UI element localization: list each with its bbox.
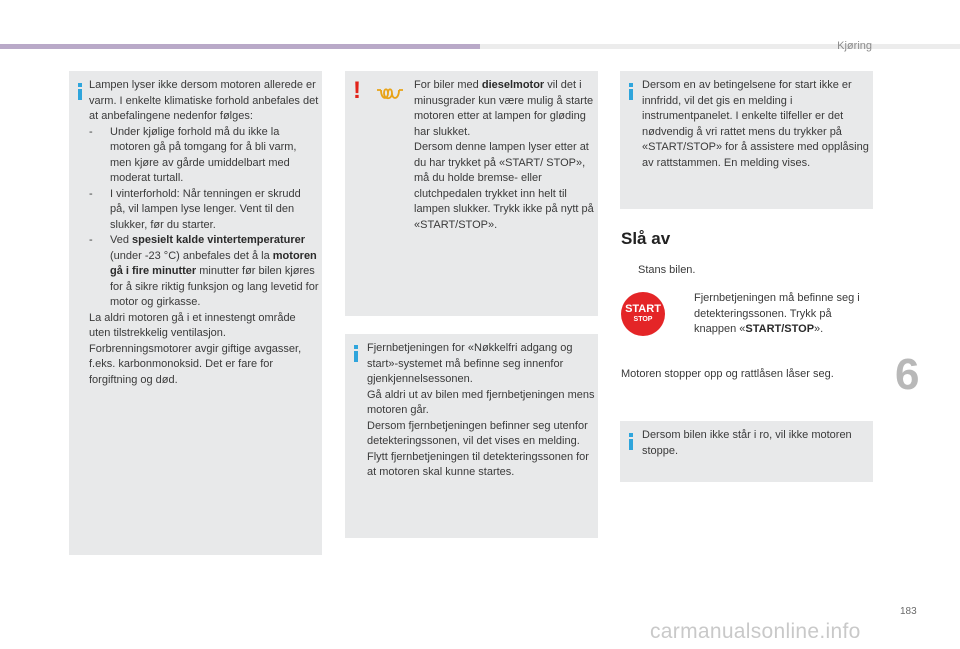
header-rule-accent (0, 44, 480, 49)
section-heading: Slå av (621, 229, 671, 248)
info-icon (629, 83, 633, 100)
cold-start-outro: La aldri motoren gå i et innestengt område uten tilstrekkelig ventilasjon. Forbrenningsmotorer avgir giftige avgasser, f.eks. karbonmonoksid. Det er fare for forgiftning og død. (89, 311, 302, 386)
info-icon (629, 433, 633, 450)
start-conditions-text: Dersom en av betingelsene for start ikke er innfridd, vil det gis en melding i instrumentpanelet. I enkelte tilfeller er det nødvendig å vri rattet mens du trykker på «START/STOP» for å assistere med opplåsing av rattstammen. En melding vises. (642, 79, 869, 169)
list-item: - Under kjølige forhold må du ikke la motoren gå på tomgang for å bli varm, men kjøre av gårde umiddelbart med moderat turtall. (89, 125, 297, 184)
remote-p2: Gå aldri ut av bilen med fjernbetjeningen mens motoren går. (367, 388, 595, 416)
info-icon (354, 345, 358, 362)
glow-plug-icon (375, 86, 405, 104)
list-item: - Ved spesielt kalde vintertemperaturer (under -23 °C) anbefales det å la motoren gå i fire minutter minutter før bilen kjøres for å sikre riktig funksjon og lang levetid for motor og girkasse. (89, 234, 319, 308)
remote-p4: Flytt fjernbetjeningen til detekteringssonen for at motoren skal kunne startes. (367, 450, 589, 478)
info-icon (78, 83, 82, 100)
step-stop-car: Stans bilen. (638, 264, 696, 276)
remote-p1: Fjernbetjeningen for «Nøkkelfri adgang og start»-systemet må befinne seg innenfor gjenkjennelsessonen. (367, 342, 573, 385)
diesel-text (414, 78, 594, 233)
moving-text: Dersom bilen ikke står i ro, vil ikke motoren stoppe. (642, 429, 852, 457)
diesel-p2: Dersom denne lampen lyser etter at du har trykket på «START/ STOP», må du holde bremse- eller clutchpedalen trykket inn helt til lampen slukker. Trykk ikke på nytt på «START/STOP». (414, 141, 594, 231)
section-title: Kjøring (837, 40, 872, 52)
step-press-start-stop: Fjernbetjeningen må befinne seg i detekteringssonen. Trykk på knappen «START/STOP». (694, 292, 860, 335)
page-number: 183 (900, 606, 917, 617)
cold-start-text (89, 78, 319, 388)
start-stop-button-icon: START STOP (621, 292, 665, 336)
warning-icon: ! (353, 77, 361, 104)
cold-start-intro: Lampen lyser ikke dersom motoren allerede er varm. I enkelte klimatiske forhold anbefales det at anbefalingene nedenfor følges: (89, 79, 319, 122)
list-item: - I vinterforhold: Når tenningen er skrudd på, vil lampen lyse lenger. Vent til den slukker, før du starter. (89, 187, 301, 231)
remote-text (367, 341, 595, 481)
chapter-number: 6 (895, 350, 920, 399)
stop-result-text: Motoren stopper opp og rattlåsen låser seg. (621, 368, 834, 380)
diesel-p1: For biler med dieselmotor vil det i minusgrader kun være mulig å starte motoren etter at lampen for gløding har slukket. (414, 79, 594, 138)
remote-p3: Dersom fjernbetjeningen befinner seg utenfor detekteringssonen, vil det vises en melding. (367, 419, 588, 447)
watermark: carmanualsonline.info (650, 620, 861, 643)
